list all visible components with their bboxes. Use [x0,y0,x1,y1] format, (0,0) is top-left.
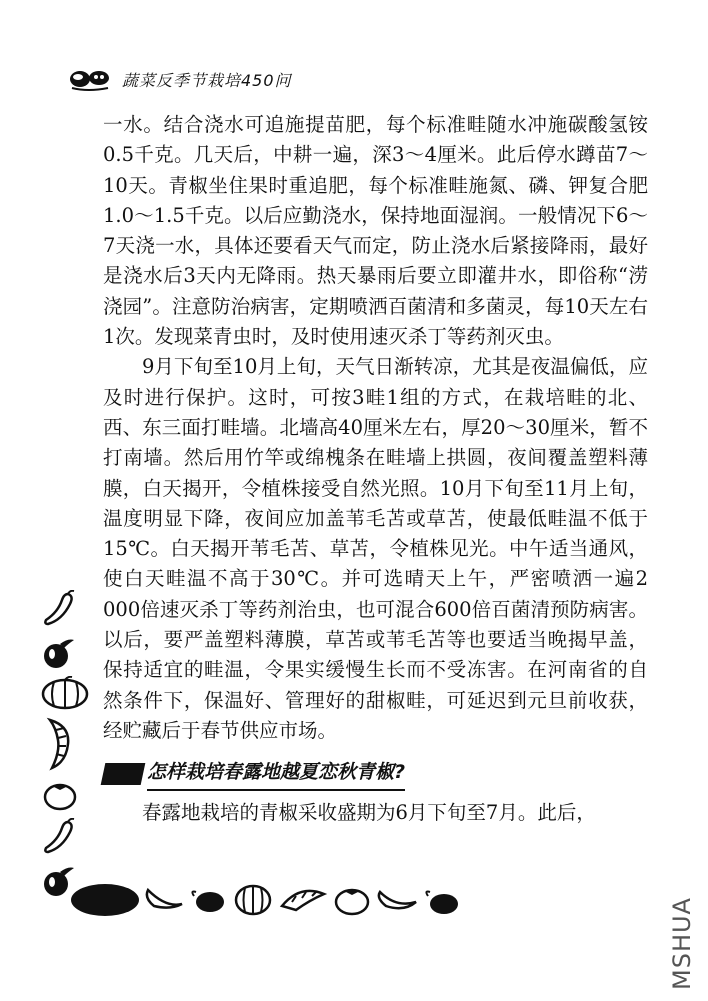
side-decoration [40,590,100,904]
leaf-blob-icon [71,884,139,916]
pumpkin-icon [40,676,90,710]
chili-icon [379,892,416,908]
chili-icon [147,890,182,908]
vegetable-logo-icon [68,66,112,92]
body-paragraph: 春露地栽培的青椒采收盛期为6月下旬至7月。此后， [142,801,596,825]
page-body [103,110,648,829]
body-paragraph: 9月下旬至10月上旬，天气日渐转凉，尤其是夜温偏低，应及时进行保护。这时，可按3畦1组的方式，在栽培畦的北、西、东三面打畦墙。北墙高40厘米左右，厚20～30厘米，暂不打南墙。然后用竹竿或绵槐条在畦墙上拱圆，夜间覆盖塑料薄膜，白天揭开，令植株接受自然光照。10月下旬至11月上旬，温度明显下降，夜间应加盖苇毛苫或草苫，使最低畦温不低于15℃。白天揭开苇毛苫、草苫，令植株见光。中午适当通风，使白天畦温不高于30℃。并可选晴天上午，严密喷洒一遍2 000倍速灭杀丁等药剂治虫，也可混合600倍百菌清预防病害。以后，要严盖塑料薄膜，草苫或苇毛苫等也要适当晚揭早盖，保持适宜的畦温，令果实缓慢生长而不受冻害。在河南省的自然条件下，保温好、管理好的甜椒畦，可延迟到元旦前收获，经贮藏后于春节供应市场。 [103,355,648,742]
watermark-text: MSHUA [668,897,696,990]
section-heading-text: 怎样栽培春露地越夏恋秋青椒? [147,757,405,791]
bottom-decoration [70,880,470,920]
bitter-gourd-icon [40,716,80,772]
chili-icon [40,818,80,856]
eggplant-icon [426,892,458,915]
pumpkin-icon [236,886,270,914]
section-heading [103,760,648,788]
eggplant-icon [192,892,224,913]
bitter-gourd-icon [282,891,324,910]
tomato-icon [336,889,368,914]
page-header [68,66,292,92]
chili-icon [40,590,80,628]
book-title: 蔬菜反季节栽培450问 [122,70,292,90]
eggplant-icon [40,634,80,670]
tomato-icon [40,778,80,812]
body-paragraph: 一水。结合浇水可追施提苗肥，每个标准畦随水冲施碳酸氢铵0.5千克。几天后，中耕一遍，深3～4厘米。此后停水蹲苗7～10天。青椒坐住果时重追肥，每个标准畦施氮、磷、钾复合肥1.0～1.5千克。以后应勤浇水，保持地面湿润。一般情况下6～7天浇一水，具体还要看天气而定，防止浇水后紧接降雨，最好是浇水后3天内无降雨。热天暴雨后要立即灌井水，即俗称“涝浇园”。注意防治病害，定期喷洒百菌清和多菌灵，每10天左右1次。发现菜青虫时，及时使用速灭杀丁等药剂灭虫。 [103,113,648,349]
heading-marker-block [101,763,146,785]
